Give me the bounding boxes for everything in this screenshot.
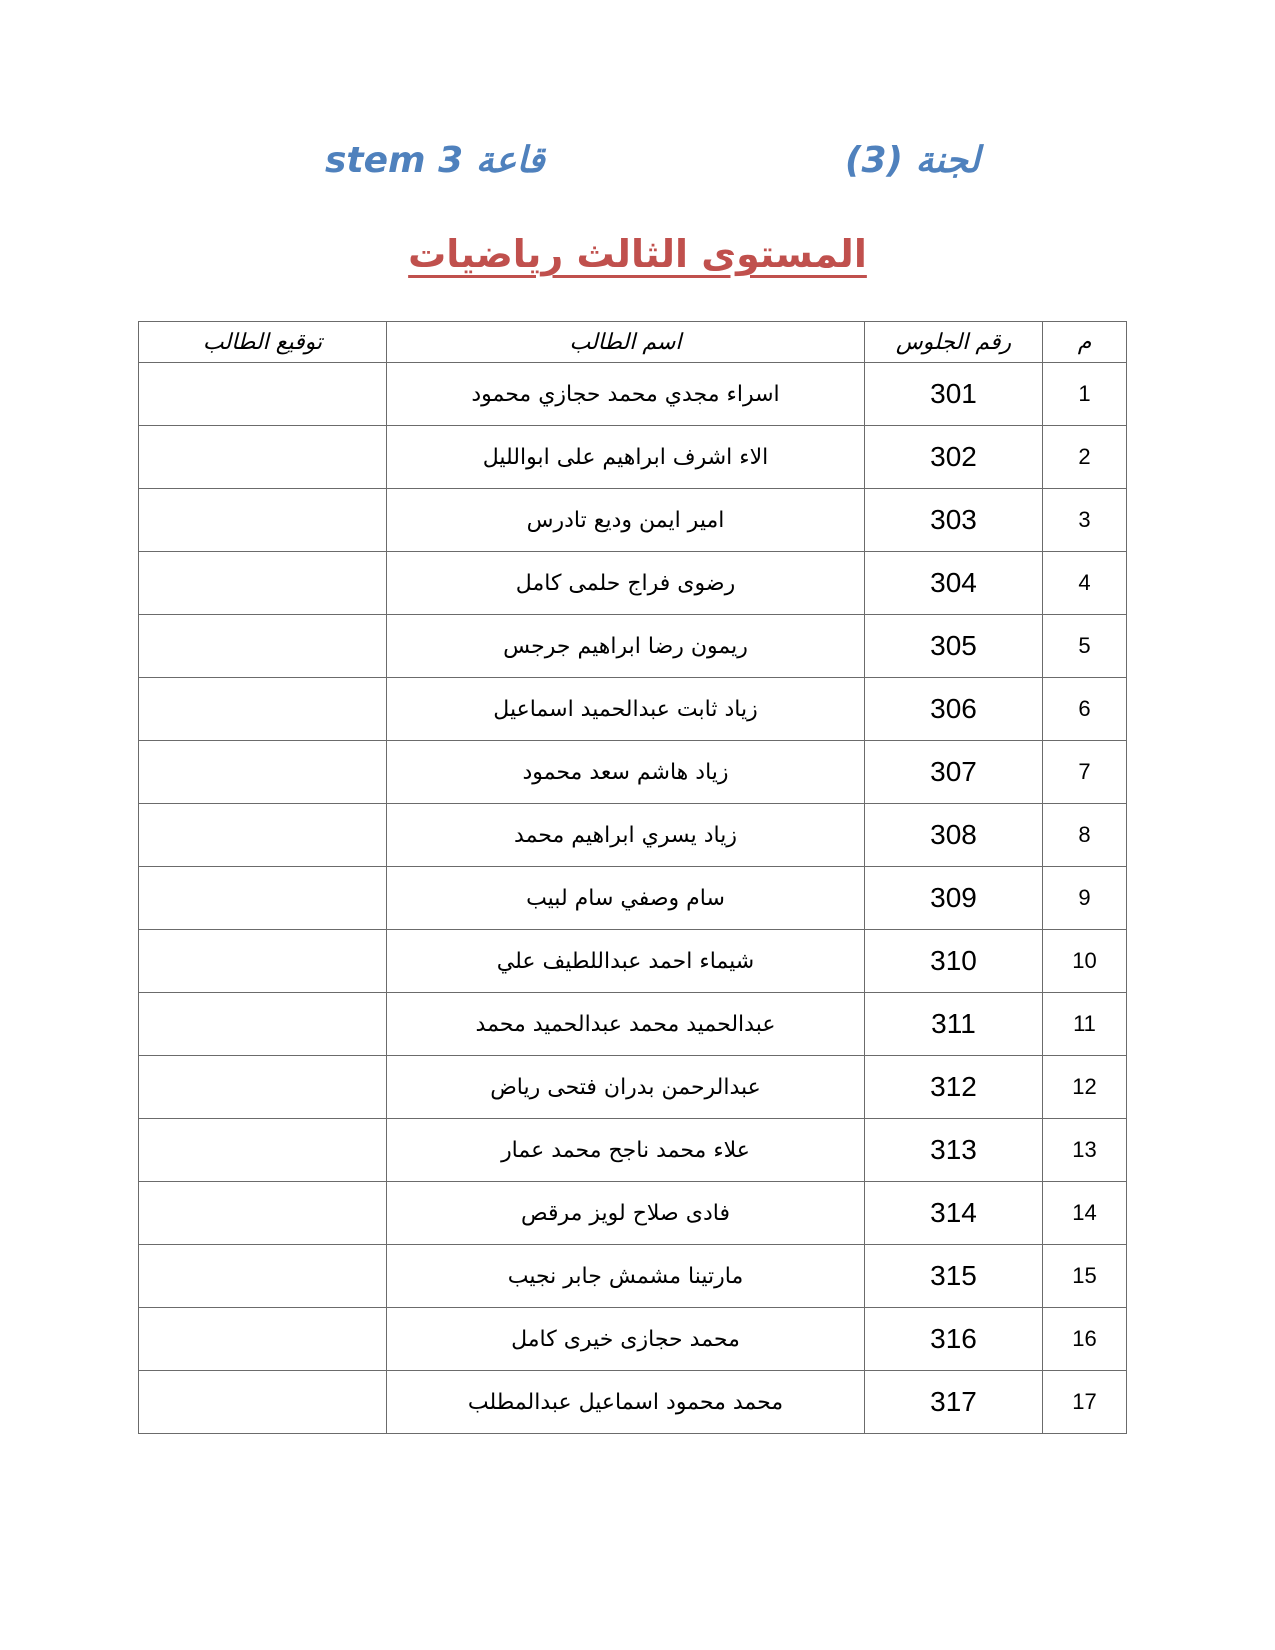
signature-cell[interactable] — [139, 930, 387, 993]
table-row — [139, 678, 1127, 741]
table-row — [139, 363, 1127, 426]
signature-cell[interactable] — [139, 1056, 387, 1119]
row-number-cell: 14 — [1043, 1182, 1127, 1245]
seat-number-cell: 303 — [865, 489, 1043, 552]
table-row — [139, 1371, 1127, 1434]
row-number-cell: 9 — [1043, 867, 1127, 930]
student-name-cell: فادى صلاح لويز مرقص — [387, 1182, 865, 1245]
seat-number-cell: 312 — [865, 1056, 1043, 1119]
column-header-num: م — [1043, 322, 1127, 363]
page-header — [0, 140, 1275, 200]
signature-cell[interactable] — [139, 804, 387, 867]
student-name-cell: محمد محمود اسماعيل عبدالمطلب — [387, 1371, 865, 1434]
row-number-cell: 3 — [1043, 489, 1127, 552]
signature-cell[interactable] — [139, 426, 387, 489]
student-name-cell: زياد هاشم سعد محمود — [387, 741, 865, 804]
seat-number-cell: 314 — [865, 1182, 1043, 1245]
row-number-cell: 6 — [1043, 678, 1127, 741]
table-header-row — [139, 322, 1127, 363]
table-row — [139, 1308, 1127, 1371]
seat-number-cell: 307 — [865, 741, 1043, 804]
student-name-cell: محمد حجازى خيرى كامل — [387, 1308, 865, 1371]
table-body — [139, 363, 1127, 1434]
row-number-cell: 5 — [1043, 615, 1127, 678]
student-name-cell: رضوى فراج حلمى كامل — [387, 552, 865, 615]
column-header-seat: رقم الجلوس — [865, 322, 1043, 363]
seat-number-cell: 310 — [865, 930, 1043, 993]
row-number-cell: 15 — [1043, 1245, 1127, 1308]
table-row — [139, 1182, 1127, 1245]
signature-cell[interactable] — [139, 993, 387, 1056]
table-row — [139, 1245, 1127, 1308]
student-name-cell: ريمون رضا ابراهيم جرجس — [387, 615, 865, 678]
student-name-cell: مارتينا مشمش جابر نجيب — [387, 1245, 865, 1308]
signature-cell[interactable] — [139, 1119, 387, 1182]
hall-label: قاعة stem 3 — [325, 140, 545, 181]
student-name-cell: علاء محمد ناجح محمد عمار — [387, 1119, 865, 1182]
seat-number-cell: 315 — [865, 1245, 1043, 1308]
table-row — [139, 1056, 1127, 1119]
signature-cell[interactable] — [139, 678, 387, 741]
table-row — [139, 804, 1127, 867]
seat-number-cell: 311 — [865, 993, 1043, 1056]
seat-number-cell: 301 — [865, 363, 1043, 426]
seat-number-cell: 304 — [865, 552, 1043, 615]
committee-label: لجنة (3) — [845, 140, 980, 181]
student-name-cell: اسراء مجدي محمد حجازي محمود — [387, 363, 865, 426]
signature-cell[interactable] — [139, 552, 387, 615]
table-row — [139, 1119, 1127, 1182]
seat-number-cell: 302 — [865, 426, 1043, 489]
table-row — [139, 867, 1127, 930]
row-number-cell: 1 — [1043, 363, 1127, 426]
table-row — [139, 426, 1127, 489]
student-name-cell: عبدالحميد محمد عبدالحميد محمد — [387, 993, 865, 1056]
seat-number-cell: 305 — [865, 615, 1043, 678]
signature-cell[interactable] — [139, 489, 387, 552]
row-number-cell: 13 — [1043, 1119, 1127, 1182]
page-title — [0, 232, 1275, 276]
table-row — [139, 489, 1127, 552]
row-number-cell: 17 — [1043, 1371, 1127, 1434]
row-number-cell: 12 — [1043, 1056, 1127, 1119]
row-number-cell: 16 — [1043, 1308, 1127, 1371]
signature-cell[interactable] — [139, 1371, 387, 1434]
table-row — [139, 993, 1127, 1056]
row-number-cell: 10 — [1043, 930, 1127, 993]
seat-number-cell: 309 — [865, 867, 1043, 930]
row-number-cell: 8 — [1043, 804, 1127, 867]
seat-number-cell: 317 — [865, 1371, 1043, 1434]
seat-number-cell: 308 — [865, 804, 1043, 867]
signature-cell[interactable] — [139, 1245, 387, 1308]
signature-cell[interactable] — [139, 363, 387, 426]
student-name-cell: زياد ثابت عبدالحميد اسماعيل — [387, 678, 865, 741]
student-name-cell: عبدالرحمن بدران فتحى رياض — [387, 1056, 865, 1119]
signature-cell[interactable] — [139, 1182, 387, 1245]
signature-cell[interactable] — [139, 867, 387, 930]
signature-cell[interactable] — [139, 1308, 387, 1371]
row-number-cell: 4 — [1043, 552, 1127, 615]
row-number-cell: 2 — [1043, 426, 1127, 489]
signature-cell[interactable] — [139, 615, 387, 678]
page-title-text: المستوى الثالث رياضيات — [408, 232, 867, 276]
student-name-cell: سام وصفي سام لبيب — [387, 867, 865, 930]
table-row — [139, 615, 1127, 678]
student-name-cell: امير ايمن وديع تادرس — [387, 489, 865, 552]
signature-cell[interactable] — [139, 741, 387, 804]
seat-number-cell: 306 — [865, 678, 1043, 741]
row-number-cell: 7 — [1043, 741, 1127, 804]
row-number-cell: 11 — [1043, 993, 1127, 1056]
column-header-name: اسم الطالب — [387, 322, 865, 363]
table-row — [139, 741, 1127, 804]
table-row — [139, 552, 1127, 615]
student-name-cell: الاء اشرف ابراهيم على ابوالليل — [387, 426, 865, 489]
seat-number-cell: 313 — [865, 1119, 1043, 1182]
seat-number-cell: 316 — [865, 1308, 1043, 1371]
student-name-cell: زياد يسري ابراهيم محمد — [387, 804, 865, 867]
student-name-cell: شيماء احمد عبداللطيف علي — [387, 930, 865, 993]
column-header-signature: توقيع الطالب — [139, 322, 387, 363]
student-roster-table — [138, 321, 1127, 1434]
table-row — [139, 930, 1127, 993]
